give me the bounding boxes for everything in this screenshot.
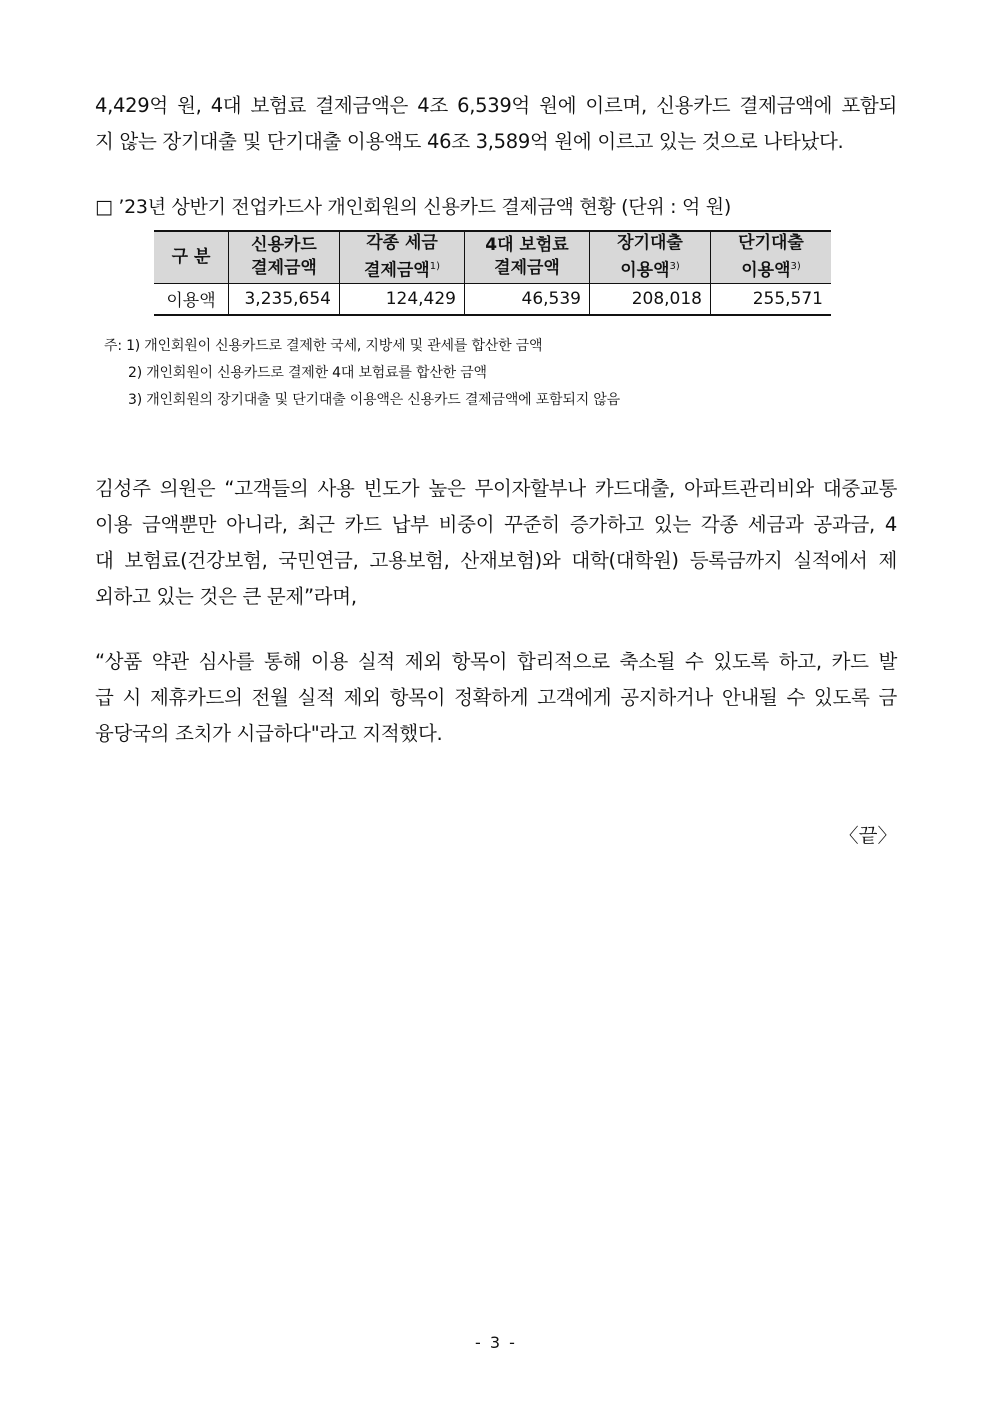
note-1: 주: 1) 개인회원이 신용카드로 결제한 국세, 지방세 및 관세를 합산한 금액 (104, 338, 543, 354)
payment-amount-table (154, 230, 831, 316)
cell-tax-payment: 124,429 (340, 283, 465, 315)
table-row (154, 283, 831, 315)
paragraph-line: 김성주 의원은 “고객들의 사용 빈도가 높은 무이자할부나 카드대출, 아파트관리비와 대중교통 (95, 477, 897, 500)
page-number: - 3 - (475, 1333, 517, 1352)
note-2: 2) 개인회원이 신용카드로 결제한 4대 보험료를 합산한 금액 (128, 365, 487, 381)
cell-long-term-loan: 208,018 (590, 283, 711, 315)
table-caption: □ ’23년 상반기 전업카드사 개인회원의 신용카드 결제금액 현황 (단위 : 억 원) (95, 196, 731, 218)
end-mark: 〈끝〉 (839, 824, 897, 847)
row-label: 이용액 (154, 283, 229, 315)
cell-insurance-payment: 46,539 (465, 283, 590, 315)
paragraph-line: 4,429억 원, 4대 보험료 결제금액은 4조 6,539억 원에 이르며, 신용카드 결제금액에 포함되 (95, 94, 897, 117)
cell-short-term-loan: 255,571 (711, 283, 832, 315)
paragraph-recommendation (95, 644, 897, 752)
header-insurance-payment: 4대 보험료 결제금액 (465, 231, 590, 283)
cell-credit-card-payment: 3,235,654 (229, 283, 340, 315)
paragraph-line: “상품 약관 심사를 통해 이용 실적 제외 항목이 합리적으로 축소될 수 있도록 하고, 카드 발 (95, 650, 897, 673)
footnote-ref: 1) (429, 261, 440, 272)
table-header-row (154, 231, 831, 283)
footnote-ref: 3) (669, 261, 680, 272)
note-3: 3) 개인회원의 장기대출 및 단기대출 이용액은 신용카드 결제금액에 포함되지 않음 (128, 392, 620, 408)
paragraph-statement (95, 471, 897, 615)
paragraph-line: 외하고 있는 것은 큰 문제”라며, (95, 585, 357, 608)
paragraph-line: 이용 금액뿐만 아니라, 최근 카드 납부 비중이 꾸준히 증가하고 있는 각종 세금과 공과금, 4 (95, 513, 897, 536)
paragraph-line: 대 보험료(건강보험, 국민연금, 고용보험, 산재보험)와 대학(대학원) 등록금까지 실적에서 제 (95, 549, 897, 572)
paragraph-line: 융당국의 조치가 시급하다"라고 지적했다. (95, 722, 443, 745)
header-category: 구 분 (154, 231, 229, 283)
paragraph-line: 급 시 제휴카드의 전월 실적 제외 항목이 정확하게 고객에게 공지하거나 안내될 수 있도록 금 (95, 686, 897, 709)
paragraph-statistics (95, 88, 897, 160)
paragraph-line: 지 않는 장기대출 및 단기대출 이용액도 46조 3,589억 원에 이르고 있는 것으로 나타났다. (95, 130, 844, 153)
footnote-ref: 3) (790, 261, 801, 272)
header-short-term-loan: 단기대출 이용액$^{3)}$ (711, 231, 832, 283)
header-long-term-loan: 장기대출 이용액$^{3)}$ (590, 231, 711, 283)
header-tax-payment: 각종 세금 결제금액$^{1)}$ (340, 231, 465, 283)
table-notes (104, 333, 620, 414)
header-credit-card-payment: 신용카드 결제금액 (229, 231, 340, 283)
